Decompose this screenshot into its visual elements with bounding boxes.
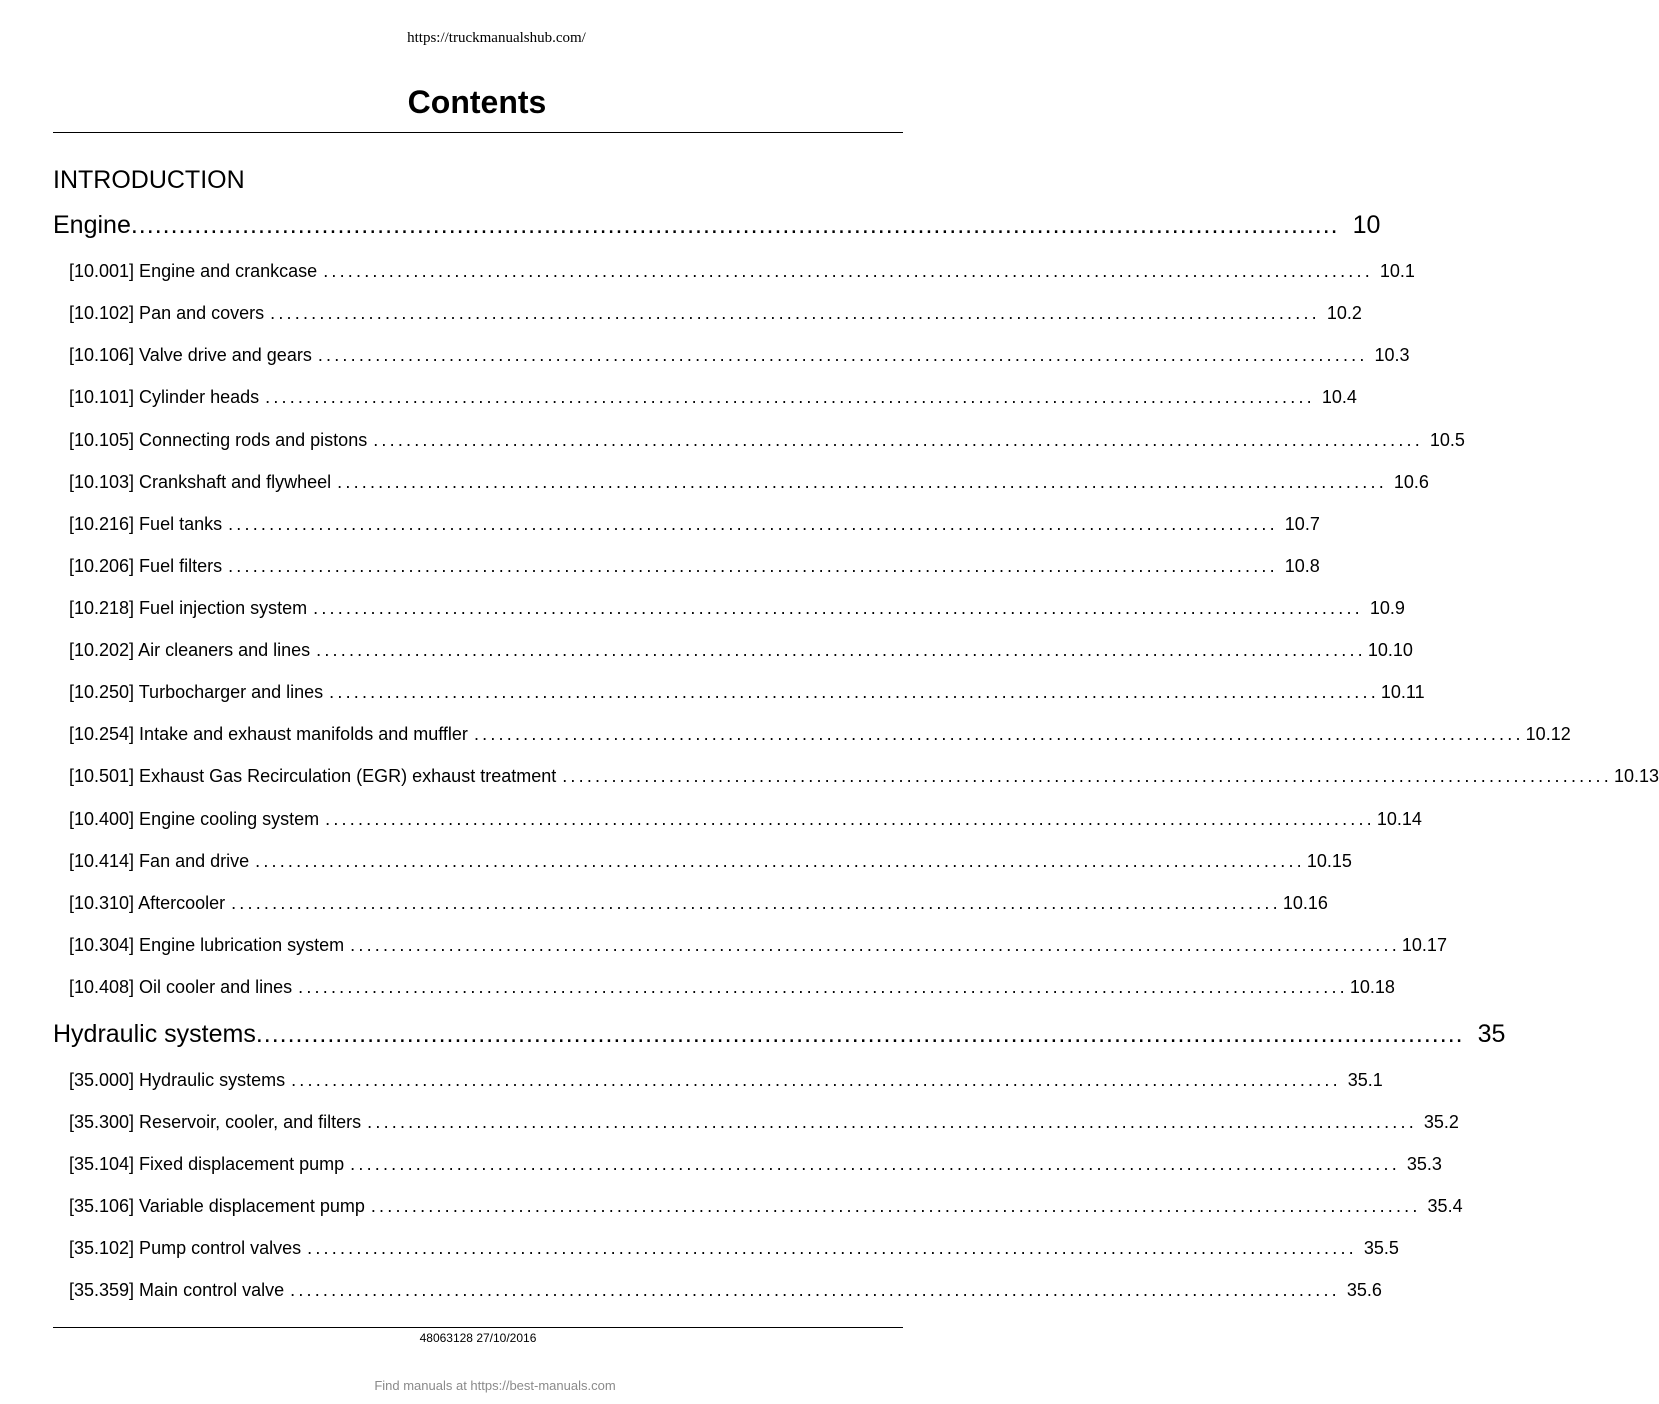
entry-page-number: 10.13 [1613,766,1659,786]
toc-chapter-hydraulic-systems[interactable] [53,1019,1506,1049]
toc-entry[interactable] [69,471,1429,493]
entry-title: [10.254] Intake and exhaust manifolds and muffler [69,724,468,744]
dot-leader: ................................................................................................................................ [329,682,1379,702]
entry-page-number: 10.12 [1525,724,1571,744]
toc-entry[interactable] [69,723,1571,745]
entry-title: [10.101] Cylinder heads [69,387,260,407]
toc-entry[interactable] [69,1069,1383,1091]
document-id-date: 48063128 27/10/2016 [419,1331,537,1345]
dot-leader: ................................................................................................................................ [325,809,1375,829]
toc-entry[interactable] [69,1237,1399,1259]
source-url[interactable]: https://truckmanualshub.com/ [407,30,586,46]
find-manuals-link[interactable]: Find manuals at https://best-manuals.com [374,1378,616,1393]
entry-page-number: 35.3 [1406,1154,1442,1174]
entry-title: [10.001] Engine and crankcase [69,261,318,281]
dot-leader: ................................................................................................................................ [265,387,1315,407]
dot-leader: ................................................................................................................................ [323,261,1373,281]
page-title: Contents [407,84,547,120]
toc-entry[interactable] [69,597,1405,619]
entry-title: [10.310] Aftercooler [69,893,226,913]
entry-title: [10.202] Air cleaners and lines [69,640,311,660]
entry-page-number: 35.2 [1423,1112,1459,1132]
entry-title: [35.102] Pump control valves [69,1238,302,1258]
entry-page-number: 10.11 [1380,682,1425,702]
toc-entry[interactable] [69,1195,1463,1217]
toc-entry[interactable] [69,344,1410,366]
toc-entry[interactable] [69,1153,1442,1175]
entry-title: [10.400] Engine cooling system [69,809,320,829]
dot-leader: ........................................................................................................................................................ [130,211,1339,239]
bottom-divider [53,1327,903,1328]
dot-leader: ................................................................................................................................ [255,851,1305,871]
entry-title: [10.218] Fuel injection system [69,598,308,618]
entry-page-number: 10.16 [1282,893,1328,913]
entry-title: [35.106] Variable displacement pump [69,1196,365,1216]
chapter-title: Engine [53,211,131,239]
toc-entry[interactable] [69,513,1320,535]
toc-entry[interactable] [69,555,1320,577]
entry-title: [10.250] Turbocharger and lines [69,682,324,702]
entry-title: [10.501] Exhaust Gas Recirculation (EGR) exhaust treatment [69,766,557,786]
entry-title: [35.359] Main control valve [69,1280,285,1300]
entry-page-number: 10.5 [1429,430,1465,450]
entry-title: [10.304] Engine lubrication system [69,935,345,955]
toc-entry[interactable] [69,639,1413,661]
entry-title: [10.216] Fuel tanks [69,514,223,534]
entry-page-number: 10.3 [1374,345,1410,365]
toc-entry[interactable] [69,934,1447,956]
dot-leader: ................................................................................................................................ [228,556,1278,576]
toc-entry[interactable] [69,681,1425,703]
dot-leader: ................................................................................................................................ [313,598,1363,618]
dot-leader: ................................................................................................................................ [367,1112,1417,1132]
entry-title: [35.300] Reservoir, cooler, and filters [69,1112,362,1132]
entry-title: [10.408] Oil cooler and lines [69,977,293,997]
toc-entry[interactable] [69,429,1465,451]
entry-title: [10.206] Fuel filters [69,556,223,576]
toc-entry[interactable] [69,1111,1459,1133]
dot-leader: ................................................................................................................................ [307,1238,1357,1258]
entry-page-number: 35.5 [1363,1238,1399,1258]
entry-page-number: 10.6 [1393,472,1429,492]
entry-page-number: 10.8 [1284,556,1320,576]
entry-page-number: 10.17 [1401,935,1447,955]
entry-page-number: 35.6 [1346,1280,1382,1300]
dot-leader: ................................................................................................................................ [337,472,1387,492]
entry-title: [35.000] Hydraulic systems [69,1070,286,1090]
top-divider [53,132,903,133]
dot-leader: ................................................................................................................................ [473,724,1524,744]
entry-page-number: 10.14 [1376,809,1422,829]
dot-leader: ................................................................................................................................ [316,640,1366,660]
dot-leader: ................................................................................................................................ [350,935,1400,955]
entry-title: [10.103] Crankshaft and flywheel [69,472,332,492]
entry-page-number: 35.4 [1427,1196,1463,1216]
chapter-title: Hydraulic systems [53,1020,256,1048]
entry-title: [10.105] Connecting rods and pistons [69,430,368,450]
dot-leader: ................................................................................................................................ [270,303,1320,323]
toc-chapter-engine[interactable] [53,210,1381,240]
toc-entry[interactable] [69,386,1357,408]
toc-entry[interactable] [69,976,1395,998]
dot-leader: ................................................................................................................................ [562,766,1612,786]
entry-page-number: 10.15 [1306,851,1352,871]
entry-page-number: 10.7 [1284,514,1320,534]
toc-entry[interactable] [69,302,1362,324]
entry-page-number: 10.2 [1326,303,1362,323]
entry-title: [10.106] Valve drive and gears [69,345,312,365]
dot-leader: ................................................................................................................................ [290,1280,1340,1300]
dot-leader: ................................................................................................................................ [373,430,1423,450]
dot-leader: ........................................................................................................................................................ [255,1020,1464,1048]
entry-page-number: 10.10 [1367,640,1413,660]
dot-leader: ................................................................................................................................ [350,1154,1400,1174]
toc-entry[interactable] [69,892,1328,914]
dot-leader: ................................................................................................................................ [231,893,1281,913]
toc-entry[interactable] [69,1279,1382,1301]
chapter-page-number: 10 [1352,211,1381,239]
entry-page-number: 10.18 [1349,977,1395,997]
dot-leader: ................................................................................................................................ [370,1196,1421,1216]
introduction-heading[interactable]: INTRODUCTION [53,166,245,194]
toc-entry[interactable] [69,850,1352,872]
entry-page-number: 35.1 [1347,1070,1383,1090]
dot-leader: ................................................................................................................................ [298,977,1348,997]
chapter-page-number: 35 [1477,1020,1506,1048]
toc-entry[interactable] [69,260,1415,282]
entry-page-number: 10.4 [1321,387,1357,407]
entry-title: [35.104] Fixed displacement pump [69,1154,345,1174]
entry-title: [10.414] Fan and drive [69,851,250,871]
dot-leader: ................................................................................................................................ [317,345,1368,365]
entry-title: [10.102] Pan and covers [69,303,265,323]
toc-entry[interactable] [69,808,1422,830]
entry-page-number: 10.1 [1379,261,1415,281]
dot-leader: ................................................................................................................................ [291,1070,1341,1090]
dot-leader: ................................................................................................................................ [228,514,1278,534]
toc-entry[interactable] [69,765,1659,787]
entry-page-number: 10.9 [1369,598,1405,618]
